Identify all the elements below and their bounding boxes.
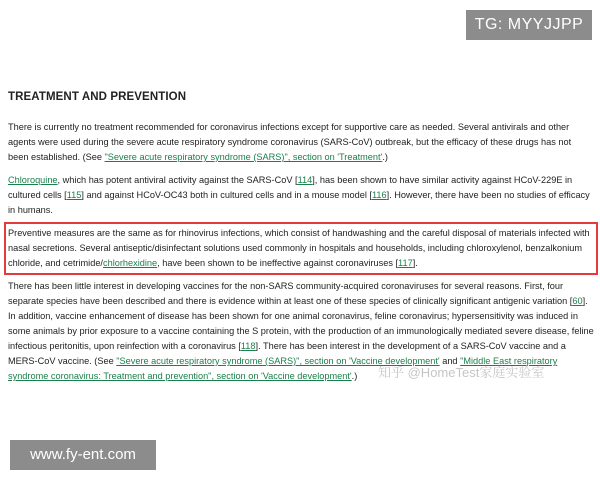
paragraph-text: , which has potent antiviral activity against the SARS-CoV [ bbox=[57, 175, 298, 185]
paragraph-text: .) bbox=[382, 152, 388, 162]
link-chlorhexidine[interactable]: chlorhexidine bbox=[102, 258, 158, 268]
paragraph-text: ]. However, there have been no studies of efficacy in humans. bbox=[8, 190, 590, 215]
paragraph-text: ]. In addition, vaccine enhancement of disease has been shown for one animal coronavirus, feline coronavirus; hypersensitivity was induced in some animals by prior exposure to a vaccine containing the S protein, with the production of an immunologically mediated severe disease, feline infectious peritonitis, upon reinfection with a coronavirus [ bbox=[8, 296, 594, 351]
paragraph-text: There has been little interest in developing vaccines for the non-SARS community-acquired coronaviruses for several reasons. First, four separate species have been described and there is evidence within at least one of these species of clinically significant antigenic variation [ bbox=[8, 281, 573, 306]
paragraph-text: ]. There has been interest in the development of a SARS-CoV vaccine and a MERS-CoV vaccine. (See bbox=[8, 341, 566, 366]
paragraph-text: ]. bbox=[412, 258, 418, 268]
paragraph-text: ] and against HCoV-OC43 both in cultured cells and in a mouse model [ bbox=[81, 190, 372, 200]
paragraph-text: There is currently no treatment recommended for coronavirus infections except for supportive care as needed. Several antivirals and other agents were used during the severe acute respiratory syndrome coronavirus (SARS-CoV) outbreak, but the efficacy of these drugs has not been established. (See bbox=[8, 122, 572, 162]
paragraph-treatment bbox=[8, 120, 594, 165]
article-content bbox=[8, 90, 594, 392]
zhihu-watermark: 知乎 @HomeTest家庭实验室 bbox=[378, 365, 545, 380]
link-mers-vaccine[interactable]: "Middle East respiratory syndrome coronavirus: Treatment and prevention", section on 'Vaccine development' bbox=[8, 356, 558, 381]
reference-link-115[interactable]: 115 bbox=[66, 190, 82, 200]
reference-link-60[interactable]: 60 bbox=[572, 296, 583, 306]
reference-link-114[interactable]: 114 bbox=[297, 175, 313, 185]
paragraph-chloroquine bbox=[8, 173, 594, 218]
site-watermark-badge: www.fy-ent.com bbox=[10, 440, 156, 470]
section-heading: TREATMENT AND PREVENTION bbox=[8, 91, 187, 103]
tg-watermark-badge: TG: MYYJJPP bbox=[466, 10, 592, 40]
paragraph-text: Preventive measures are the same as for rhinovirus infections, which consist of handwashing and the careful disposal of materials infected with nasal secretions. Several antiseptic/disinfectant solutions used commonly in hospitals and households, including chloroxylenol, benzalkonium chloride, and cetrimide/ bbox=[8, 228, 590, 268]
link-sars-vaccine[interactable]: "Severe acute respiratory syndrome (SARS)", section on 'Vaccine development' bbox=[116, 356, 440, 366]
paragraph-text: ], has been shown to have similar activity against HCoV-229E in cultured cells [ bbox=[8, 175, 573, 200]
reference-link-117[interactable]: 117 bbox=[398, 258, 413, 268]
link-chloroquine[interactable]: Chloroquine bbox=[8, 175, 58, 185]
paragraph-text: and bbox=[439, 356, 461, 366]
paragraph-text: , have been shown to be ineffective against coronaviruses [ bbox=[157, 258, 399, 268]
link-sars-treatment[interactable]: "Severe acute respiratory syndrome (SARS)", section on 'Treatment' bbox=[104, 152, 383, 162]
reference-link-116[interactable]: 116 bbox=[371, 190, 387, 200]
reference-link-118[interactable]: 118 bbox=[240, 341, 256, 351]
paragraph-prevention-highlighted bbox=[8, 226, 594, 271]
paragraph-text: .) bbox=[351, 371, 358, 381]
